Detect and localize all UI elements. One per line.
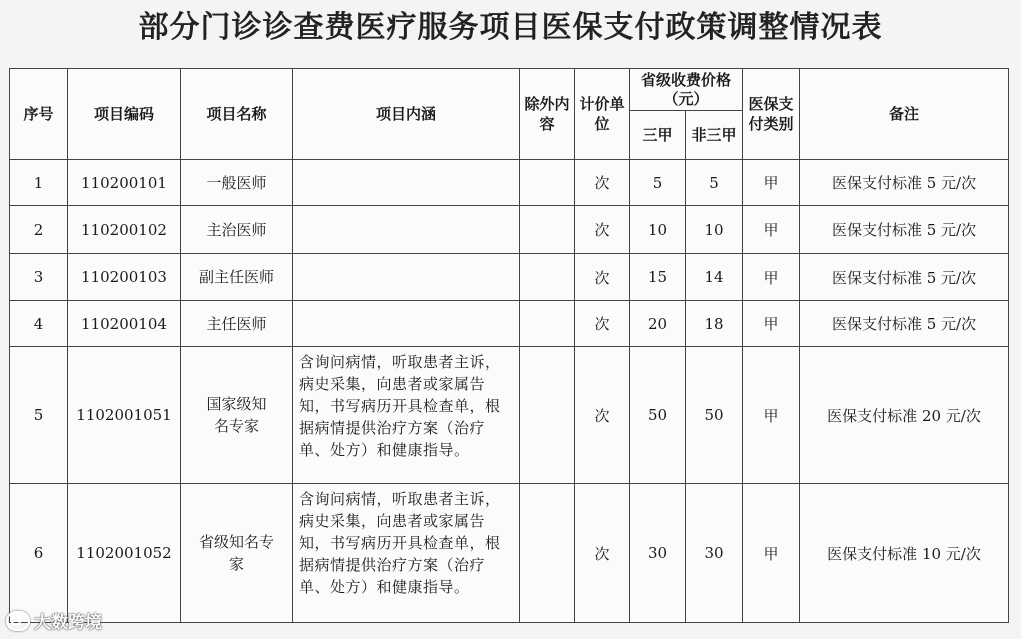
cell-price-b: 30: [686, 484, 743, 623]
header-price-b: 非三甲: [686, 111, 743, 160]
cell-seq: 6: [10, 484, 68, 623]
cell-price-b: 10: [686, 206, 743, 254]
cell-code: 1102001051: [68, 347, 181, 484]
cell-code: 110200101: [68, 160, 181, 206]
cell-excluded: [520, 484, 575, 623]
cell-price-b: 5: [686, 160, 743, 206]
cell-excluded: [520, 206, 575, 254]
cell-code: 110200103: [68, 254, 181, 301]
cell-remark: 医保支付标准 10 元/次: [800, 484, 1009, 623]
cell-category: 甲: [743, 254, 800, 301]
cell-unit: 次: [575, 160, 630, 206]
chat-bubble-icon: [6, 611, 30, 631]
cell-price-b: 50: [686, 347, 743, 484]
cell-name: 副主任医师: [181, 254, 293, 301]
watermark: [6, 608, 102, 633]
cell-code: 110200102: [68, 206, 181, 254]
table-row: [10, 254, 1009, 301]
cell-content: [293, 206, 520, 254]
cell-unit: 次: [575, 347, 630, 484]
cell-name-text: 省级知名专家: [198, 533, 274, 573]
cell-excluded: [520, 160, 575, 206]
cell-price-a: 10: [630, 206, 686, 254]
header-code: 项目编码: [68, 69, 181, 160]
cell-unit: 次: [575, 254, 630, 301]
cell-category: 甲: [743, 484, 800, 623]
cell-excluded: [520, 254, 575, 301]
table-row: [10, 484, 1009, 623]
watermark-text: 大数跨境: [34, 613, 102, 633]
cell-content: 含询问病情，听取患者主诉，病史采集，向患者或家属告知，书写病历开具检查单，根据病情提供治疗方案（治疗单、处方）和健康指导。: [293, 484, 520, 623]
table-row: [10, 160, 1009, 206]
table-row: [10, 206, 1009, 254]
cell-price-a: 50: [630, 347, 686, 484]
cell-content: [293, 254, 520, 301]
cell-content: [293, 301, 520, 347]
header-name: 项目名称: [181, 69, 293, 160]
header-excluded: 除外内容: [520, 69, 575, 160]
header-price-a: 三甲: [630, 111, 686, 160]
cell-remark: 医保支付标准 5 元/次: [800, 301, 1009, 347]
cell-seq: 4: [10, 301, 68, 347]
header-category: 医保支付类别: [743, 69, 800, 160]
header-row: [10, 69, 1009, 111]
table-row: [10, 301, 1009, 347]
cell-excluded: [520, 347, 575, 484]
header-price-group: 省级收费价格（元）: [630, 69, 743, 111]
cell-unit: 次: [575, 301, 630, 347]
cell-content: [293, 160, 520, 206]
table-row: [10, 347, 1009, 484]
cell-unit: 次: [575, 484, 630, 623]
cell-price-a: 5: [630, 160, 686, 206]
cell-remark: 医保支付标准 5 元/次: [800, 254, 1009, 301]
page-title: 部分门诊诊查费医疗服务项目医保支付政策调整情况表: [138, 10, 883, 45]
cell-category: 甲: [743, 160, 800, 206]
cell-content: 含询问病情，听取患者主诉，病史采集，向患者或家属告知，书写病历开具检查单，根据病情提供治疗方案（治疗单、处方）和健康指导。: [293, 347, 520, 484]
cell-price-b: 18: [686, 301, 743, 347]
header-content: 项目内涵: [293, 69, 520, 160]
cell-seq: 5: [10, 347, 68, 484]
cell-category: 甲: [743, 301, 800, 347]
cell-price-b: 14: [686, 254, 743, 301]
cell-category: 甲: [743, 347, 800, 484]
policy-table: [9, 68, 1009, 623]
cell-remark: 医保支付标准 5 元/次: [800, 160, 1009, 206]
header-unit: 计价单位: [575, 69, 630, 160]
cell-remark: 医保支付标准 20 元/次: [800, 347, 1009, 484]
cell-name: 一般医师: [181, 160, 293, 206]
cell-seq: 3: [10, 254, 68, 301]
cell-price-a: 15: [630, 254, 686, 301]
cell-code: 1102001052: [68, 484, 181, 623]
cell-name: 主任医师: [181, 301, 293, 347]
cell-remark: 医保支付标准 5 元/次: [800, 206, 1009, 254]
cell-price-a: 20: [630, 301, 686, 347]
cell-name: [181, 484, 293, 623]
cell-code: 110200104: [68, 301, 181, 347]
cell-excluded: [520, 301, 575, 347]
header-remark: 备注: [800, 69, 1009, 160]
cell-name-text: 国家级知名专家: [206, 395, 267, 435]
cell-price-a: 30: [630, 484, 686, 623]
cell-seq: 2: [10, 206, 68, 254]
header-seq: 序号: [10, 69, 68, 160]
cell-category: 甲: [743, 206, 800, 254]
cell-name: 主治医师: [181, 206, 293, 254]
cell-name: [181, 347, 293, 484]
cell-seq: 1: [10, 160, 68, 206]
cell-unit: 次: [575, 206, 630, 254]
